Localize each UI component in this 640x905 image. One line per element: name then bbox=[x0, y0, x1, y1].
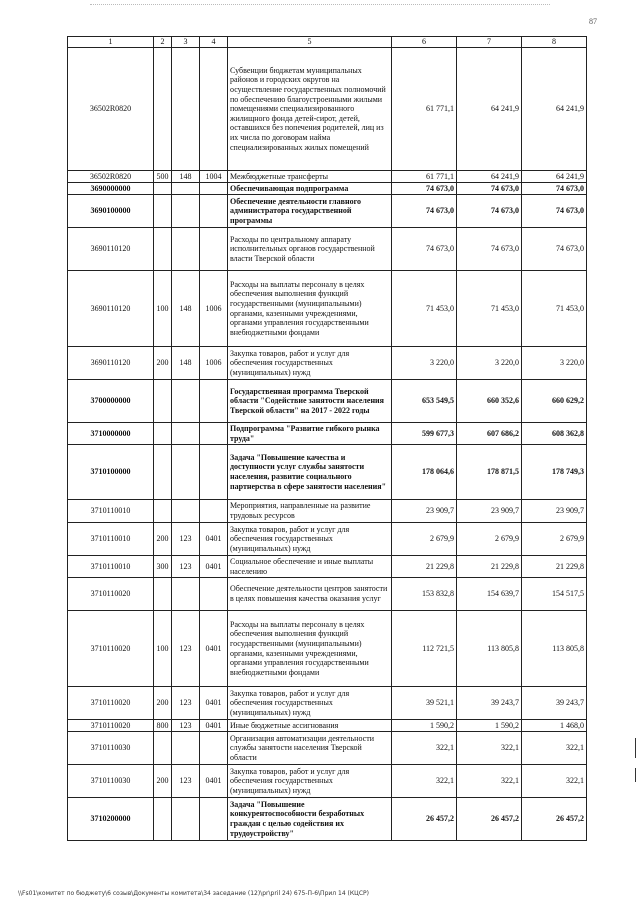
section-code-cell: 0401 bbox=[200, 765, 228, 798]
admin-code-cell bbox=[172, 195, 200, 228]
header-cell: 8 bbox=[522, 37, 587, 48]
amount-2022-cell: 660 629,2 bbox=[522, 380, 587, 423]
table-row bbox=[68, 732, 587, 765]
expense-type-cell: 800 bbox=[154, 720, 172, 732]
budget-code-cell: 3710000000 bbox=[68, 423, 154, 445]
admin-code-cell bbox=[172, 445, 200, 500]
description-cell: Подпрограмма "Развитие гибкого рынка труда" bbox=[228, 423, 392, 445]
table-row bbox=[68, 48, 587, 171]
description-cell: Закупка товаров, работ и услуг для обеспечения государственных (муниципальных) нужд bbox=[228, 347, 392, 380]
section-code-cell: 0401 bbox=[200, 523, 228, 556]
table-row bbox=[68, 271, 587, 347]
amount-2022-cell: 178 749,3 bbox=[522, 445, 587, 500]
table-row bbox=[68, 523, 587, 556]
amount-2021-cell: 64 241,9 bbox=[457, 48, 522, 171]
section-code-cell bbox=[200, 423, 228, 445]
amount-2022-cell: 71 453,0 bbox=[522, 271, 587, 347]
budget-code-cell: 3710100000 bbox=[68, 445, 154, 500]
admin-code-cell: 148 bbox=[172, 347, 200, 380]
admin-code-cell: 123 bbox=[172, 765, 200, 798]
amount-2022-cell: 39 243,7 bbox=[522, 687, 587, 720]
amount-2021-cell: 74 673,0 bbox=[457, 195, 522, 228]
amount-2020-cell: 74 673,0 bbox=[392, 183, 457, 195]
budget-code-cell: 3700000000 bbox=[68, 380, 154, 423]
expense-type-cell: 500 bbox=[154, 171, 172, 183]
amount-2022-cell: 2 679,9 bbox=[522, 523, 587, 556]
page-number: 87 bbox=[589, 17, 597, 26]
description-cell: Мероприятия, направленные на развитие трудовых ресурсов bbox=[228, 500, 392, 523]
description-cell: Задача "Повышение качества и доступности услуг службы занятости населения, развитие социального партнерства в сфере занятости населения" bbox=[228, 445, 392, 500]
amount-2022-cell: 74 673,0 bbox=[522, 183, 587, 195]
amount-2022-cell: 64 241,9 bbox=[522, 171, 587, 183]
budget-code-cell: 3710110020 bbox=[68, 578, 154, 611]
admin-code-cell bbox=[172, 423, 200, 445]
amount-2021-cell: 26 457,2 bbox=[457, 798, 522, 841]
amount-2021-cell: 71 453,0 bbox=[457, 271, 522, 347]
amount-2021-cell: 3 220,0 bbox=[457, 347, 522, 380]
admin-code-cell: 123 bbox=[172, 611, 200, 687]
header-cell: 2 bbox=[154, 37, 172, 48]
section-code-cell: 1006 bbox=[200, 347, 228, 380]
amount-2020-cell: 653 549,5 bbox=[392, 380, 457, 423]
table-row bbox=[68, 445, 587, 500]
expense-type-cell bbox=[154, 732, 172, 765]
table-row bbox=[68, 556, 587, 578]
amount-2020-cell: 61 771,1 bbox=[392, 48, 457, 171]
expense-type-cell: 200 bbox=[154, 347, 172, 380]
section-code-cell: 0401 bbox=[200, 556, 228, 578]
section-code-cell: 0401 bbox=[200, 611, 228, 687]
description-cell: Обеспечение деятельности главного администратора государственной программы bbox=[228, 195, 392, 228]
expense-type-cell bbox=[154, 183, 172, 195]
budget-code-cell: 36502R0820 bbox=[68, 48, 154, 171]
table-row bbox=[68, 720, 587, 732]
budget-code-cell: 3710110020 bbox=[68, 687, 154, 720]
expense-type-cell: 200 bbox=[154, 523, 172, 556]
expense-type-cell: 200 bbox=[154, 687, 172, 720]
amount-2021-cell: 39 243,7 bbox=[457, 687, 522, 720]
section-code-cell bbox=[200, 445, 228, 500]
section-code-cell bbox=[200, 732, 228, 765]
amount-2020-cell: 21 229,8 bbox=[392, 556, 457, 578]
admin-code-cell bbox=[172, 578, 200, 611]
amount-2021-cell: 1 590,2 bbox=[457, 720, 522, 732]
table-row bbox=[68, 228, 587, 271]
section-code-cell bbox=[200, 500, 228, 523]
amount-2020-cell: 1 590,2 bbox=[392, 720, 457, 732]
amount-2021-cell: 113 805,8 bbox=[457, 611, 522, 687]
amount-2022-cell: 113 805,8 bbox=[522, 611, 587, 687]
amount-2022-cell: 1 468,0 bbox=[522, 720, 587, 732]
budget-code-cell: 3710110020 bbox=[68, 611, 154, 687]
section-code-cell bbox=[200, 195, 228, 228]
budget-table bbox=[67, 36, 587, 841]
expense-type-cell: 100 bbox=[154, 611, 172, 687]
amount-2021-cell: 660 352,6 bbox=[457, 380, 522, 423]
admin-code-cell: 148 bbox=[172, 171, 200, 183]
amount-2020-cell: 61 771,1 bbox=[392, 171, 457, 183]
admin-code-cell: 123 bbox=[172, 720, 200, 732]
description-cell: Задача "Повышение конкурентоспособности безработных граждан с целью содействия их трудоустройству" bbox=[228, 798, 392, 841]
section-code-cell bbox=[200, 183, 228, 195]
description-cell: Государственная программа Тверской области "Содействие занятости населения Тверской области" на 2017 - 2022 годы bbox=[228, 380, 392, 423]
amount-2022-cell: 322,1 bbox=[522, 732, 587, 765]
table-row bbox=[68, 171, 587, 183]
budget-code-cell: 3710110030 bbox=[68, 765, 154, 798]
budget-code-cell: 3690110120 bbox=[68, 271, 154, 347]
admin-code-cell: 148 bbox=[172, 271, 200, 347]
table-row bbox=[68, 611, 587, 687]
expense-type-cell bbox=[154, 445, 172, 500]
description-cell: Закупка товаров, работ и услуг для обеспечения государственных (муниципальных) нужд bbox=[228, 765, 392, 798]
amount-2020-cell: 2 679,9 bbox=[392, 523, 457, 556]
section-code-cell bbox=[200, 48, 228, 171]
amount-2021-cell: 178 871,5 bbox=[457, 445, 522, 500]
amount-2020-cell: 71 453,0 bbox=[392, 271, 457, 347]
budget-code-cell: 3710110010 bbox=[68, 500, 154, 523]
amount-2022-cell: 608 362,8 bbox=[522, 423, 587, 445]
amount-2020-cell: 112 721,5 bbox=[392, 611, 457, 687]
header-cell: 1 bbox=[68, 37, 154, 48]
header-cell: 5 bbox=[228, 37, 392, 48]
admin-code-cell bbox=[172, 183, 200, 195]
admin-code-cell: 123 bbox=[172, 687, 200, 720]
budget-code-cell: 3710110020 bbox=[68, 720, 154, 732]
budget-code-cell: 3690100000 bbox=[68, 195, 154, 228]
section-code-cell: 0401 bbox=[200, 720, 228, 732]
section-code-cell: 1006 bbox=[200, 271, 228, 347]
file-path-footer: \\Fs01\комитет по бюджету\6 созыв\Документы комитета\34 заседание (12)\pr\pril 24) 675-П-6\Прил 14 (КЦСР) bbox=[18, 890, 369, 897]
admin-code-cell bbox=[172, 500, 200, 523]
amount-2020-cell: 3 220,0 bbox=[392, 347, 457, 380]
amount-2021-cell: 74 673,0 bbox=[457, 228, 522, 271]
description-cell: Расходы на выплаты персоналу в целях обеспечения выполнения функций государственными (муниципальными) органами, казенными учреждениями, органами управления государственными внебюджетными фондами bbox=[228, 271, 392, 347]
amount-2020-cell: 39 521,1 bbox=[392, 687, 457, 720]
amount-2022-cell: 3 220,0 bbox=[522, 347, 587, 380]
admin-code-cell bbox=[172, 228, 200, 271]
amount-2022-cell: 154 517,5 bbox=[522, 578, 587, 611]
expense-type-cell: 200 bbox=[154, 765, 172, 798]
budget-code-cell: 3690110120 bbox=[68, 347, 154, 380]
budget-code-cell: 3710110030 bbox=[68, 732, 154, 765]
amount-2020-cell: 26 457,2 bbox=[392, 798, 457, 841]
budget-code-cell: 36502R0820 bbox=[68, 171, 154, 183]
description-cell: Закупка товаров, работ и услуг для обеспечения государственных (муниципальных) нужд bbox=[228, 687, 392, 720]
budget-code-cell: 3710110010 bbox=[68, 556, 154, 578]
table-row bbox=[68, 687, 587, 720]
amount-2021-cell: 154 639,7 bbox=[457, 578, 522, 611]
amount-2020-cell: 178 064,6 bbox=[392, 445, 457, 500]
scan-edge-mark bbox=[635, 768, 636, 782]
amount-2022-cell: 26 457,2 bbox=[522, 798, 587, 841]
expense-type-cell bbox=[154, 500, 172, 523]
section-code-cell bbox=[200, 798, 228, 841]
amount-2022-cell: 74 673,0 bbox=[522, 228, 587, 271]
admin-code-cell bbox=[172, 798, 200, 841]
amount-2021-cell: 21 229,8 bbox=[457, 556, 522, 578]
amount-2020-cell: 74 673,0 bbox=[392, 228, 457, 271]
amount-2020-cell: 153 832,8 bbox=[392, 578, 457, 611]
description-cell: Межбюджетные трансферты bbox=[228, 171, 392, 183]
description-cell: Расходы на выплаты персоналу в целях обеспечения выполнения функций государственными (муниципальными) органами, казенными учреждениями, органами управления государственными внебюджетными фондами bbox=[228, 611, 392, 687]
amount-2022-cell: 23 909,7 bbox=[522, 500, 587, 523]
table-row bbox=[68, 578, 587, 611]
admin-code-cell bbox=[172, 732, 200, 765]
amount-2022-cell: 21 229,8 bbox=[522, 556, 587, 578]
table-row bbox=[68, 798, 587, 841]
expense-type-cell: 300 bbox=[154, 556, 172, 578]
amount-2022-cell: 64 241,9 bbox=[522, 48, 587, 171]
scan-artifact bbox=[90, 4, 550, 6]
header-row bbox=[68, 37, 587, 48]
admin-code-cell bbox=[172, 48, 200, 171]
table-row bbox=[68, 500, 587, 523]
expense-type-cell bbox=[154, 578, 172, 611]
section-code-cell bbox=[200, 228, 228, 271]
amount-2022-cell: 322,1 bbox=[522, 765, 587, 798]
admin-code-cell: 123 bbox=[172, 523, 200, 556]
header-cell: 7 bbox=[457, 37, 522, 48]
amount-2021-cell: 322,1 bbox=[457, 732, 522, 765]
amount-2020-cell: 322,1 bbox=[392, 732, 457, 765]
amount-2021-cell: 2 679,9 bbox=[457, 523, 522, 556]
table-row bbox=[68, 195, 587, 228]
description-cell: Организация автоматизации деятельности службы занятости населения Тверской области bbox=[228, 732, 392, 765]
budget-code-cell: 3690000000 bbox=[68, 183, 154, 195]
scan-edge-mark bbox=[635, 738, 636, 758]
header-cell: 4 bbox=[200, 37, 228, 48]
expense-type-cell bbox=[154, 195, 172, 228]
table-row bbox=[68, 347, 587, 380]
admin-code-cell bbox=[172, 380, 200, 423]
amount-2020-cell: 74 673,0 bbox=[392, 195, 457, 228]
expense-type-cell bbox=[154, 798, 172, 841]
description-cell: Обеспечивающая подпрограмма bbox=[228, 183, 392, 195]
amount-2020-cell: 322,1 bbox=[392, 765, 457, 798]
amount-2020-cell: 23 909,7 bbox=[392, 500, 457, 523]
expense-type-cell bbox=[154, 423, 172, 445]
amount-2021-cell: 23 909,7 bbox=[457, 500, 522, 523]
description-cell: Закупка товаров, работ и услуг для обеспечения государственных (муниципальных) нужд bbox=[228, 523, 392, 556]
table-row bbox=[68, 765, 587, 798]
section-code-cell: 0401 bbox=[200, 687, 228, 720]
admin-code-cell: 123 bbox=[172, 556, 200, 578]
header-cell: 3 bbox=[172, 37, 200, 48]
description-cell: Субвенции бюджетам муниципальных районов и городских округов на осуществление государственных полномочий по обеспечению благоустроенными жилыми помещениями специализированного жилищного фонда детей-сирот, детей, оставшихся без попечения родителей, лиц из их числа по договорам найма специализированных жилых помещений bbox=[228, 48, 392, 171]
amount-2020-cell: 599 677,3 bbox=[392, 423, 457, 445]
amount-2022-cell: 74 673,0 bbox=[522, 195, 587, 228]
budget-code-cell: 3710110010 bbox=[68, 523, 154, 556]
table-row bbox=[68, 423, 587, 445]
table-row bbox=[68, 380, 587, 423]
budget-code-cell: 3690110120 bbox=[68, 228, 154, 271]
expense-type-cell: 100 bbox=[154, 271, 172, 347]
description-cell: Расходы по центральному аппарату исполнительных органов государственной власти Тверской области bbox=[228, 228, 392, 271]
amount-2021-cell: 64 241,9 bbox=[457, 171, 522, 183]
expense-type-cell bbox=[154, 228, 172, 271]
amount-2021-cell: 607 686,2 bbox=[457, 423, 522, 445]
table-row bbox=[68, 183, 587, 195]
description-cell: Иные бюджетные ассигнования bbox=[228, 720, 392, 732]
amount-2021-cell: 74 673,0 bbox=[457, 183, 522, 195]
expense-type-cell bbox=[154, 48, 172, 171]
description-cell: Социальное обеспечение и иные выплаты населению bbox=[228, 556, 392, 578]
section-code-cell bbox=[200, 578, 228, 611]
expense-type-cell bbox=[154, 380, 172, 423]
description-cell: Обеспечение деятельности центров занятости в целях повышения качества оказания услуг bbox=[228, 578, 392, 611]
section-code-cell: 1004 bbox=[200, 171, 228, 183]
budget-code-cell: 3710200000 bbox=[68, 798, 154, 841]
header-cell: 6 bbox=[392, 37, 457, 48]
amount-2021-cell: 322,1 bbox=[457, 765, 522, 798]
section-code-cell bbox=[200, 380, 228, 423]
